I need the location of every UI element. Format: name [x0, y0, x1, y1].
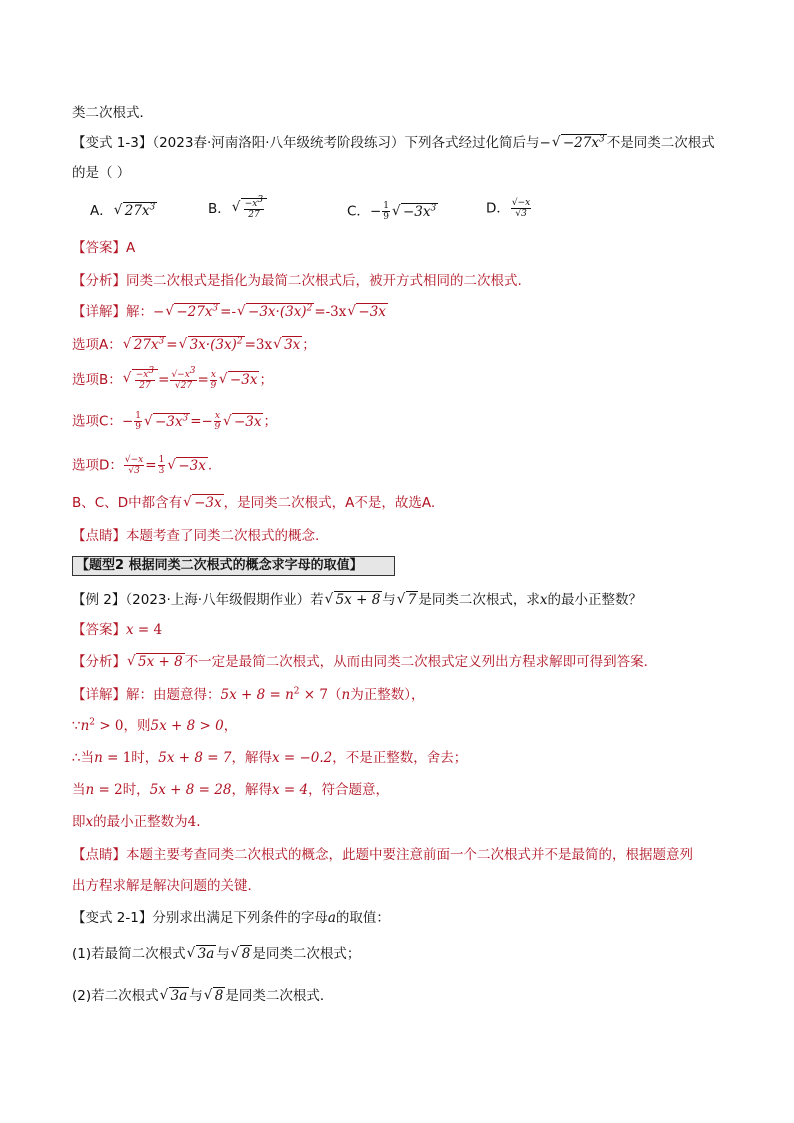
option-a: A．√ $27x^3$ — [90, 201, 157, 221]
option-label: 选项A： — [72, 337, 122, 353]
answer-value: A — [126, 240, 136, 256]
solution-text: 解： — [126, 304, 153, 320]
comment-2-line-1 — [72, 845, 693, 865]
example-2-line: 【例 2】（2023·上海·八年级假期作业）若√ 5x + 8 与√ 7 是同类二次根式，求x的最小正整数？ — [72, 590, 642, 610]
solution-tag: 【详解】 — [72, 304, 126, 320]
option-label: C． — [347, 203, 370, 220]
solution-text: 时， — [122, 782, 150, 798]
option-label: B． — [208, 201, 231, 217]
question-text: （2023·上海·八年级假期作业）若 — [125, 592, 324, 608]
solution-text: 的最小正整数为 — [93, 814, 188, 830]
comment-2-line-2 — [72, 876, 261, 896]
question-text: 是同类二次根式； — [252, 946, 361, 962]
question-text: 的是（ ） — [72, 165, 131, 181]
solution-text: 时， — [131, 750, 159, 766]
solution-line: 【详解】解：−√ $-27x^3$ =-√ $-3x\cdot(3x)^2 =-3x√ -3x$ — [72, 302, 388, 322]
comment-text: 出方程求解是解决问题的关键． — [72, 878, 261, 894]
because-line: $\because n^2 > 0$，则5x + 8 > 0， — [72, 717, 238, 734]
answer-tag: 【答案】 — [72, 622, 126, 638]
when-line: 当n = 2时，5x + 8 = 28，解得x = 4，符合题意， — [72, 782, 390, 798]
text-line — [72, 103, 153, 123]
sqrt-expression: √ $-27x^3$ — [552, 133, 607, 153]
variant-2-1-line: 【变式 2-1】分别求出满足下列条件的字母a的取值： — [72, 910, 390, 926]
sub-question-1: (1)若最简二次根式√ 3a 与√ 8 是同类二次根式； — [72, 944, 360, 964]
variant-1-3-line: 【变式 1-3】（2023春·河南洛阳·八年级统考阶段练习）下列各式经过化简后与−√ $-27x^3$ 不是同类二次根式 — [72, 133, 715, 153]
question-text: 分别求出满足下列条件的字母 — [152, 910, 328, 926]
analysis-tag: 【分析】 — [72, 273, 126, 289]
example-tag: 【例 2】 — [72, 592, 126, 608]
solution-text: ∴当 — [72, 750, 95, 766]
question-text: 与 — [216, 946, 230, 962]
conclusion-text: B、C、D中都含有 — [72, 495, 183, 511]
solution-text: ，解得 — [231, 750, 272, 766]
option-b: B． √ $\frac{-x^3}{27}$ — [208, 198, 267, 220]
sub-question-2: (2)若二次根式√ 3a 与√ 8 是同类二次根式． — [72, 986, 333, 1006]
option-c: C．− $\frac{1}{9}$ √ $-3x^3$ — [347, 201, 438, 222]
question-text: (1)若最简二次根式 — [72, 946, 186, 962]
question-text: 的取值： — [335, 910, 390, 926]
conclusion-line: B、C、D中都含有√ −3x ，是同类二次根式，A不是，故选A. — [72, 493, 435, 513]
option-label: D． — [486, 200, 510, 217]
section-heading: 【题型2 根据同类二次根式的概念求字母的取值】 — [72, 556, 395, 576]
question-text: 的最小正整数？ — [547, 592, 642, 608]
therefore-line: ∴当n = 1时，5x + 8 = 7，解得x = −0.2，不是正整数，舍去； — [72, 750, 468, 766]
option-label: 选项D： — [72, 457, 123, 474]
option-d-work: 选项D： $\frac{√-x}{√3}$ = $\frac{1}{3}$ √ −3x . — [72, 455, 212, 476]
analysis-2-line: 【分析】√ 5x + 8 不一定是最简二次根式，从而由同类二次根式定义列出方程求解即可得到答案． — [72, 652, 657, 672]
question-text: 是同类二次根式． — [225, 988, 334, 1004]
solution-text: 当 — [72, 782, 86, 798]
solution-text: ，解得 — [231, 782, 272, 798]
conclusion-text: ，是同类二次根式，A不是，故选A. — [223, 495, 436, 511]
question-text: (2)若二次根式 — [72, 988, 159, 1004]
analysis-tag: 【分析】 — [72, 654, 126, 670]
solution-text: 为正整数）， — [350, 687, 425, 703]
comment-text: 本题考查了同类二次根式的概念. — [126, 528, 320, 544]
comment-line — [72, 526, 319, 546]
answer-line — [72, 238, 135, 258]
conclusion-2-line: 即x的最小正整数为4. — [72, 814, 201, 830]
question-text: 与 — [189, 988, 203, 1004]
solution-2-line: 【详解】解：由题意得：$5x + 8 = n^2 \times 7(n$为正整数）， — [72, 686, 425, 703]
solution-text: ，符合题意， — [308, 782, 390, 798]
solution-text: 即 — [72, 814, 86, 830]
option-a-work: 选项A：√ $27x^3$ =√ $3x\cdot(3x)^2 =3x√$ 3x ； — [72, 335, 316, 355]
solution-text: ∵ — [72, 718, 81, 734]
answer-2-line: 【答案】x = 4 — [72, 622, 163, 638]
option-label: A． — [90, 203, 113, 219]
question-text: 不是同类二次根式 — [606, 135, 715, 151]
option-label: 选项C： — [72, 413, 122, 430]
comment-text: 本题主要考查同类二次根式的概念，此题中要注意前面一个二次根式并不是最简的，根据题意列 — [126, 847, 693, 863]
solution-text: ，则 — [123, 718, 151, 734]
solution-text: 解：由题意得： — [126, 687, 221, 703]
analysis-line — [72, 271, 522, 291]
solution-tag: 【详解】 — [72, 687, 126, 703]
option-c-work: 选项C：− $\frac{1}{9}$ √ $-3x^3$ =− $\frac{x}{9}$ √ −3x ； — [72, 411, 277, 432]
question-text: （2023春·河南洛阳·八年级统考阶段练习）下列各式经过化简后与 — [152, 135, 540, 151]
option-d: D． $\frac{√-x}{√3}$ — [486, 198, 531, 219]
question-line-2 — [72, 163, 130, 183]
question-text: 与 — [382, 592, 396, 608]
solution-text: ，不是正整数，舍去； — [332, 750, 468, 766]
comment-tag: 【点睛】 — [72, 847, 126, 863]
variant-tag: 【变式 2-1】 — [72, 910, 153, 926]
paragraph-text: 类二次根式． — [72, 105, 153, 121]
comment-tag: 【点睛】 — [72, 528, 126, 544]
answer-tag: 【答案】 — [72, 240, 126, 256]
question-text: 是同类二次根式，求 — [418, 592, 540, 608]
variant-tag: 【变式 1-3】 — [72, 135, 153, 151]
analysis-text: 不一定是最简二次根式，从而由同类二次根式定义列出方程求解即可得到答案． — [184, 654, 658, 670]
option-b-work: 选项B： √ $\frac{-x^3}{27}$ = $\frac{√-x^3}{√27}$ = $\frac{x}{9}$ √ −3x ； — [72, 369, 273, 391]
option-label: 选项B： — [72, 372, 122, 388]
analysis-text: 同类二次根式是指化为最简二次根式后，被开方式相同的二次根式. — [126, 273, 522, 289]
